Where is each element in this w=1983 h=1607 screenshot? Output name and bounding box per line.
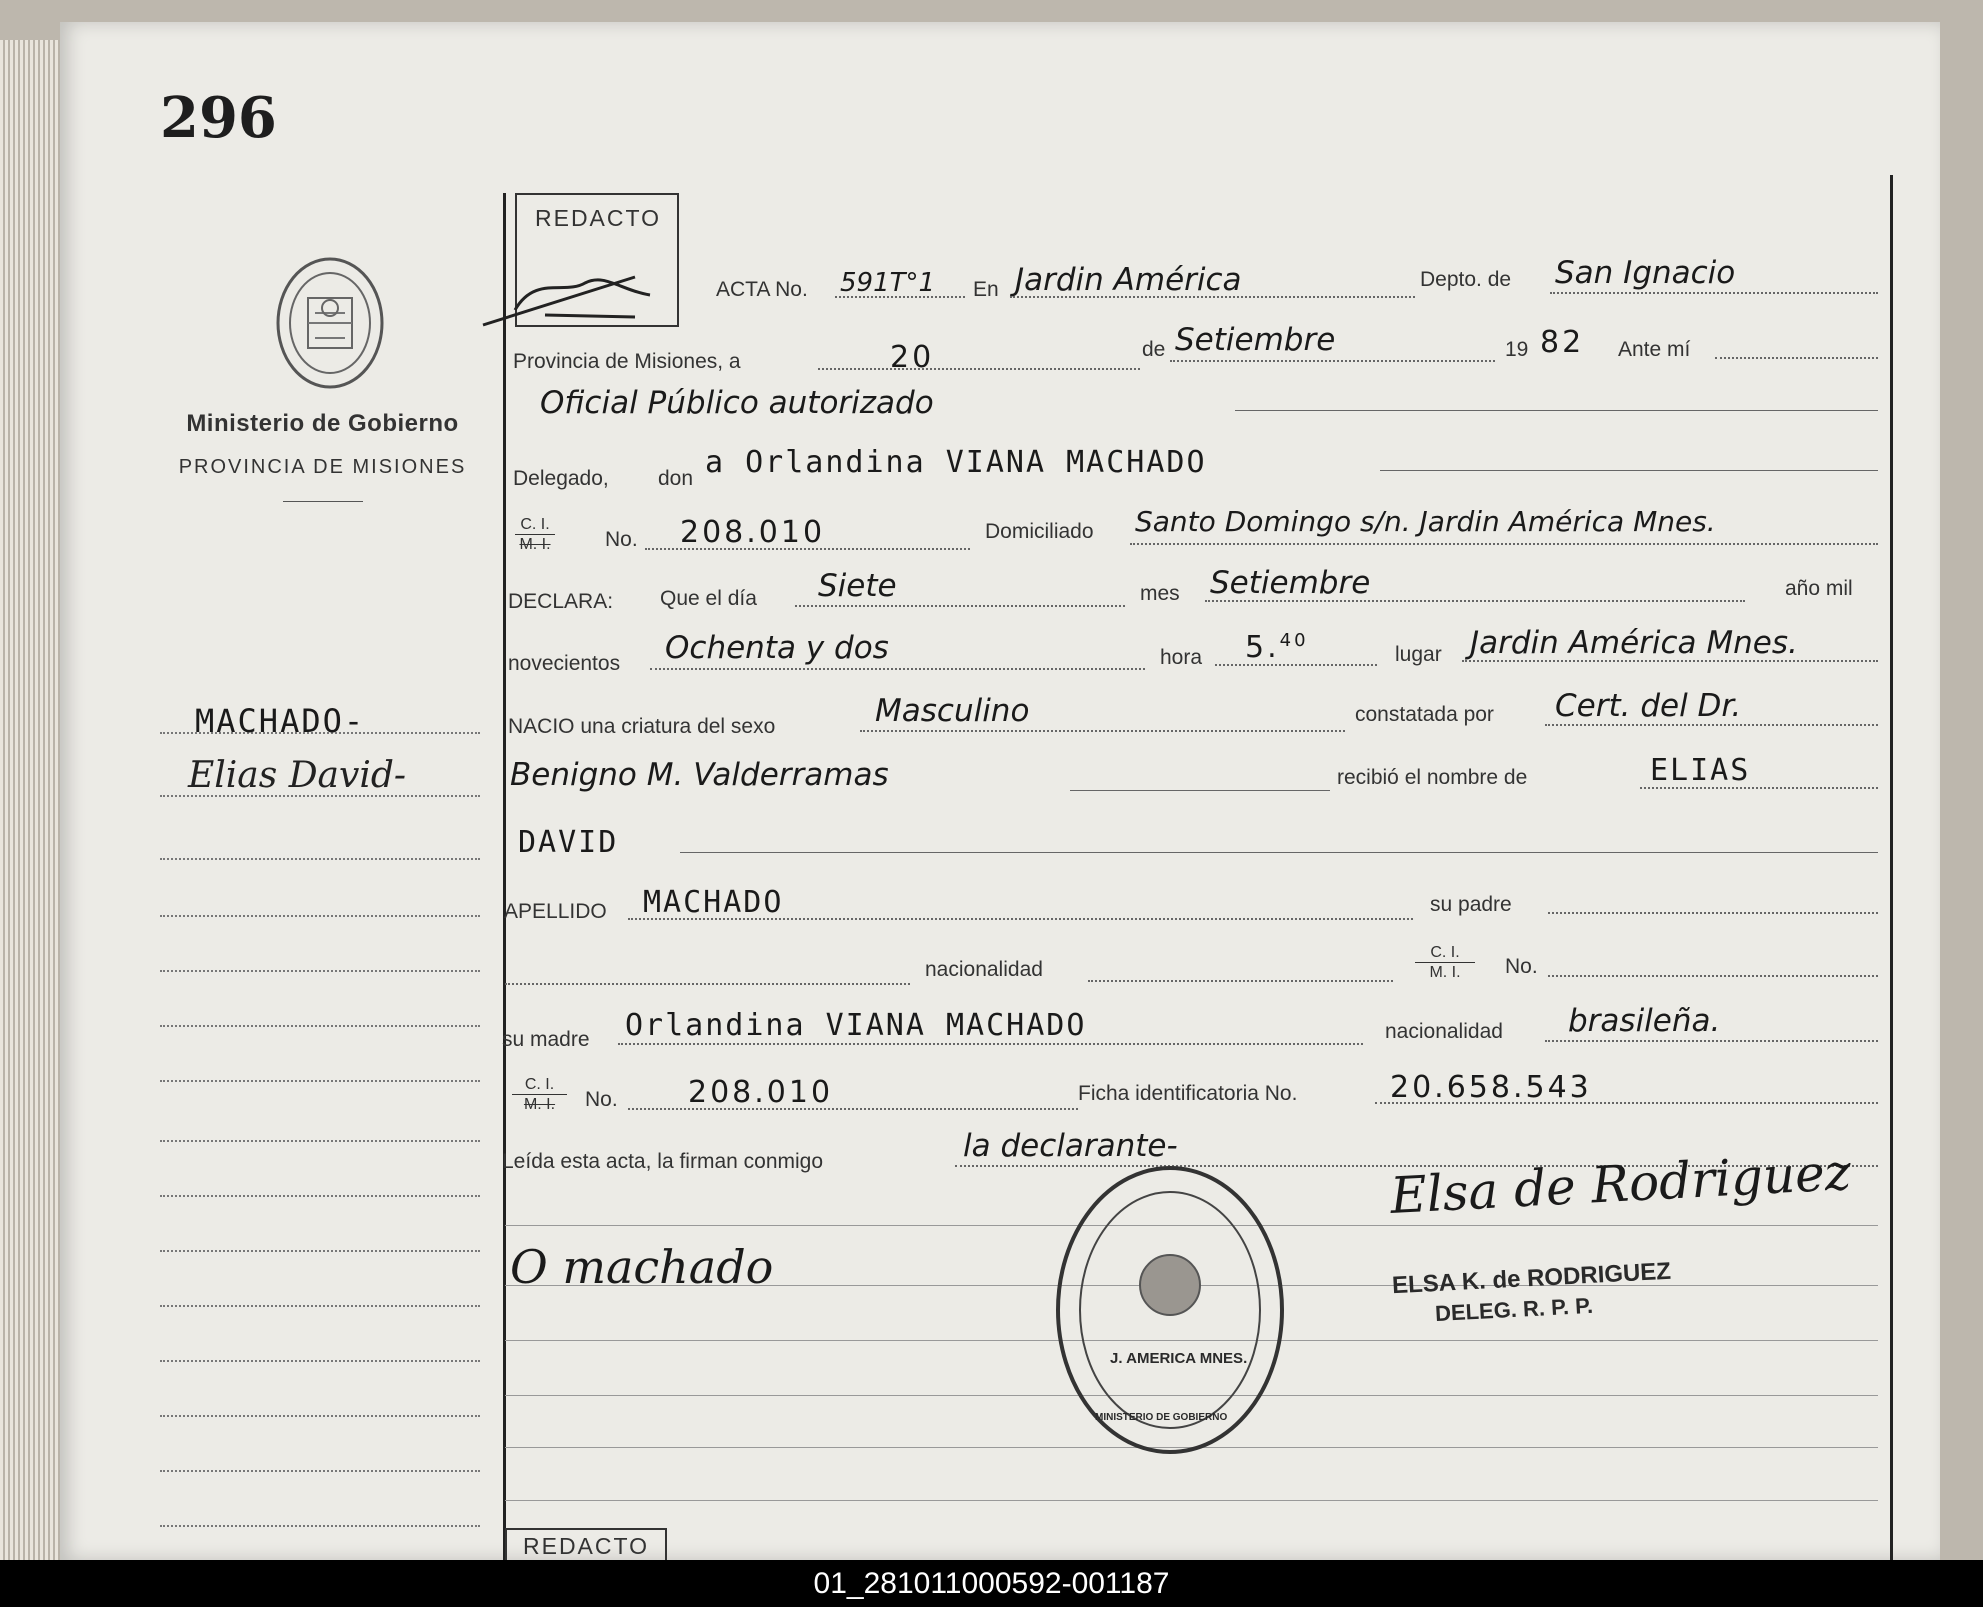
madre-nacionalidad-label: nacionalidad — [1385, 1020, 1503, 1043]
padre-name-line — [505, 983, 910, 985]
margin-line — [160, 1080, 480, 1082]
provincia-label: Provincia de Misiones, a — [513, 350, 741, 373]
declarant-ci: 208.010 — [680, 515, 826, 550]
sexo-value: Masculino — [875, 693, 1030, 729]
birth-day-line — [795, 605, 1125, 607]
hora-value — [1245, 630, 1309, 665]
image-id-footer: 01_281011000592-001187 — [0, 1560, 1983, 1607]
redacto-label-bottom: REDACTO — [523, 1533, 650, 1559]
madre-ci-mi-label — [512, 1075, 567, 1114]
domicilio-value: Santo Domingo s/n. Jardin América Mnes. — [1135, 505, 1716, 538]
birth-day: Siete — [818, 568, 897, 604]
year-prefix: 19 — [1505, 338, 1529, 361]
ministry-province: PROVINCIA DE MISIONES — [178, 456, 467, 478]
padre-ci-label: C. I. — [1415, 943, 1475, 963]
form-left-border — [503, 193, 506, 1560]
margin-line — [160, 1140, 480, 1142]
declarant-signature: O machado — [510, 1240, 774, 1294]
delegado-label: Delegado, — [513, 467, 609, 490]
page-number: 296 — [160, 85, 277, 151]
margin-line — [160, 1470, 480, 1472]
constatada-value-b: Benigno M. Valderramas — [510, 757, 889, 793]
officer-value: Oficial Público autorizado — [540, 385, 934, 421]
acta-number: 591T°1 — [840, 268, 936, 298]
day-value: 20 — [890, 340, 935, 375]
ficha-value: 20.658.543 — [1390, 1070, 1592, 1105]
ficha-label: Ficha identificatoria No. — [1078, 1082, 1298, 1105]
padre-label: su padre — [1430, 893, 1512, 916]
madre-value: Orlandina VIANA MACHADO — [625, 1008, 1087, 1043]
margin-line — [160, 1195, 480, 1197]
margin-surname: MACHADO- — [195, 702, 366, 740]
birth-year-line — [650, 668, 1145, 670]
madre-line — [618, 1043, 1363, 1045]
hora-label: hora — [1160, 646, 1203, 669]
official-stamp-title: DELEG. R. P. P. — [1434, 1292, 1594, 1327]
depto-value: San Ignacio — [1555, 255, 1736, 291]
nombre-value-b: DAVID — [518, 825, 619, 860]
declarant-line — [1380, 470, 1878, 471]
en-value: Jardin América — [1015, 262, 1242, 298]
ci-label: C. I. — [515, 515, 555, 535]
ficha-line — [1375, 1102, 1878, 1104]
constatada-value-a: Cert. del Dr. — [1555, 688, 1742, 724]
padre-line — [1548, 912, 1878, 914]
redacto-initials-mark — [475, 255, 665, 335]
de-label: de — [1142, 338, 1166, 361]
don-label: don — [658, 467, 694, 490]
sexo-line — [860, 730, 1345, 732]
month-line — [1170, 360, 1495, 362]
margin-line — [160, 1305, 480, 1307]
madre-label: su madre — [502, 1028, 590, 1051]
que-dia-label: Que el día — [660, 587, 757, 610]
padre-nacionalidad-line — [1088, 980, 1393, 982]
padre-nacionalidad-label: nacionalidad — [925, 958, 1043, 981]
margin-line — [160, 1415, 480, 1417]
birth-year: Ochenta y dos — [665, 630, 889, 666]
recibio-label: recibió el nombre de — [1337, 766, 1528, 789]
margin-line — [160, 970, 480, 972]
ministry-name: Ministerio de Gobierno — [186, 410, 459, 437]
margin-line — [160, 915, 480, 917]
margin-line — [160, 1250, 480, 1252]
official-stamp-name: ELSA K. de RODRIGUEZ — [1391, 1257, 1672, 1300]
padre-mi-label: M. I. — [1429, 964, 1461, 982]
madre-ci-label: C. I. — [512, 1075, 567, 1095]
madre-nacionalidad-value: brasileña. — [1568, 1003, 1721, 1039]
lugar-label: lugar — [1395, 643, 1442, 666]
apellido-label: APELLIDO — [504, 900, 607, 923]
doctor-line — [1070, 790, 1330, 791]
nombre-line — [1640, 787, 1878, 789]
month-value: Setiembre — [1175, 322, 1336, 358]
margin-line — [160, 1360, 480, 1362]
depto-line — [1550, 292, 1878, 294]
constatada-label: constatada por — [1355, 703, 1494, 726]
margin-line — [160, 1525, 480, 1527]
hora-hours: 5. — [1245, 630, 1280, 665]
apellido-line — [628, 918, 1413, 920]
ministry-rule — [283, 501, 363, 502]
madre-no-label: No. — [585, 1088, 618, 1111]
nombre-b-line — [680, 852, 1878, 853]
en-label: En — [973, 278, 999, 301]
declara-label: DECLARA: — [508, 590, 614, 613]
province-seal-icon — [270, 253, 390, 393]
en-line — [1010, 296, 1415, 298]
hora-minutes: 40 — [1279, 630, 1309, 651]
madre-mi-label: M. I. — [523, 1096, 556, 1114]
apellido-value: MACHADO — [643, 885, 784, 920]
ci-no-label: No. — [605, 528, 638, 551]
novecientos-label: novecientos — [508, 652, 621, 675]
acta-line — [835, 296, 965, 298]
birth-month-line — [1205, 600, 1745, 602]
nacio-label: NACIO una criatura del sexo — [508, 715, 776, 738]
form-right-border — [1890, 175, 1893, 1560]
signature-line — [505, 1500, 1878, 1501]
firman-value: la declarante- — [963, 1128, 1178, 1164]
declarant-value: a Orlandina VIANA MACHADO — [705, 445, 1207, 480]
year-suffix: 82 — [1540, 325, 1585, 360]
constatada-line — [1545, 724, 1878, 726]
padre-ci-mi-label — [1415, 943, 1475, 982]
margin-line — [160, 1025, 480, 1027]
acta-label: ACTA No. — [716, 278, 808, 301]
nombre-value-a: ELIAS — [1650, 753, 1751, 788]
officer-line — [1235, 410, 1878, 411]
lugar-value: Jardin América Mnes. — [1470, 625, 1798, 661]
birth-month: Setiembre — [1210, 565, 1371, 601]
day-line — [818, 368, 1140, 370]
madre-ci-value: 208.010 — [688, 1075, 834, 1110]
ministry-heading — [150, 410, 495, 502]
mi-label: M. I. — [519, 536, 551, 554]
madre-ci-line — [628, 1108, 1078, 1110]
margin-line — [160, 858, 480, 860]
depto-label: Depto. de — [1420, 268, 1512, 291]
declarant-ci-line — [645, 548, 970, 550]
lugar-line — [1462, 660, 1878, 662]
seal-bottom-text: MINISTERIO DE GOBIERNO — [1095, 1412, 1228, 1423]
ante-line — [1715, 357, 1878, 359]
anio-label: año mil — [1785, 577, 1853, 600]
madre-nacionalidad-line — [1545, 1040, 1878, 1042]
ante-label: Ante mí — [1618, 338, 1691, 361]
padre-no-label: No. — [1505, 955, 1538, 978]
leida-label: Leída esta acta, la firman conmigo — [502, 1150, 824, 1173]
margin-given-names: Elias David- — [188, 755, 407, 796]
ci-mi-label — [515, 515, 555, 554]
domicilio-line — [1130, 543, 1878, 545]
domicilio-label: Domiciliado — [985, 520, 1094, 543]
official-signature: Elsa de Rodriguez — [1388, 1142, 1853, 1226]
hora-line — [1215, 664, 1377, 666]
seal-center-text: J. AMERICA MNES. — [1110, 1350, 1248, 1367]
padre-ci-line — [1548, 975, 1878, 977]
redacto-label: REDACTO — [535, 205, 662, 231]
mes-label: mes — [1140, 582, 1180, 605]
